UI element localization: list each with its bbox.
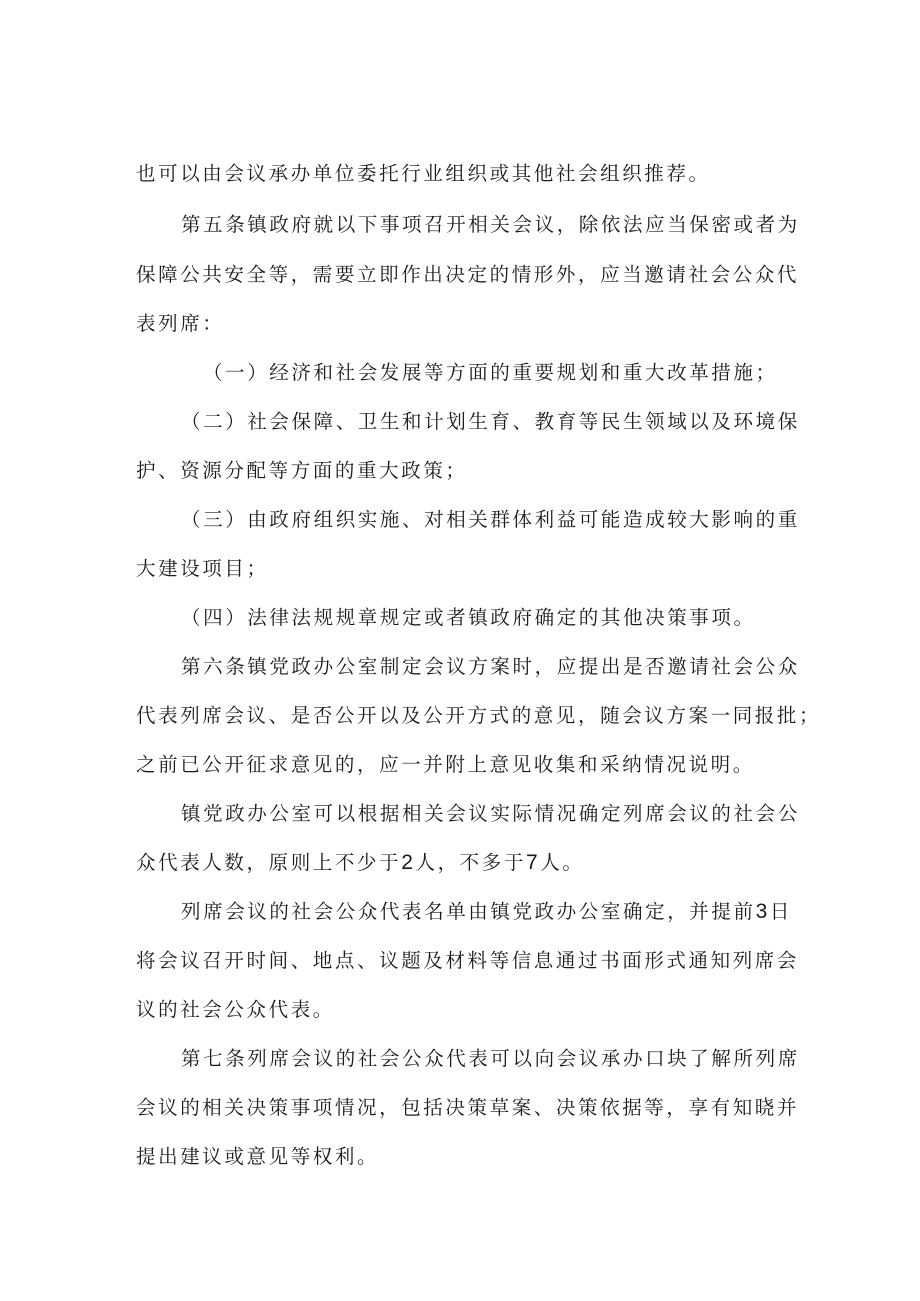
list-item-1: （一）经济和社会发展等方面的重要规划和重大改革措施； [203, 361, 778, 384]
paragraph-line: 大建设项目； [136, 557, 269, 580]
text-segment: 人。 [540, 851, 585, 874]
days-number: 3 [755, 900, 770, 923]
paragraph-line: 提出建议或意见等权利。 [136, 1145, 380, 1168]
paragraph-line: 代表列席会议、是否公开以及公开方式的意见，随会议方案一同报批； [136, 704, 822, 727]
paragraph-line: 议的社会公众代表。 [136, 998, 335, 1021]
paragraph-line: 保障公共安全等，需要立即作出决定的情形外，应当邀请社会公众代 [136, 263, 800, 286]
list-item-2: （二）社会保障、卫生和计划生育、教育等民生领域以及环境保 [181, 410, 800, 433]
text-segment: 日 [769, 900, 792, 923]
text-segment: 众代表人数，原则上不少于 [136, 851, 402, 874]
paragraph-line: 护、资源分配等方面的重大政策； [136, 459, 468, 482]
article-7-heading-line: 第七条列席会议的社会公众代表可以向会议承办口块了解所列席 [181, 1047, 800, 1070]
min-count-number: 2 [401, 851, 416, 874]
max-count-number: 7 [526, 851, 541, 874]
paragraph-line: 表列席： [136, 312, 225, 335]
paragraph-line: 会议的相关决策事项情况，包括决策草案、决策依据等，享有知晓并 [136, 1096, 800, 1119]
paragraph-line: 之前已公开征求意见的，应一并附上意见收集和采纳情况说明。 [136, 753, 755, 776]
list-item-3: （三）由政府组织实施、对相关群体利益可能造成较大影响的重 [181, 508, 800, 531]
paragraph-line: 也可以由会议承办单位委托行业组织或其他社会组织推荐。 [136, 162, 711, 185]
article-6-heading-line: 第六条镇党政办公室制定会议方案时，应提出是否邀请社会公众 [181, 655, 800, 678]
text-segment: 列席会议的社会公众代表名单由镇党政办公室确定，并提前 [181, 900, 756, 923]
paragraph-line: 将会议召开时间、地点、议题及材料等信息通过书面形式通知列席会 [136, 949, 800, 972]
text-segment: 人，不多于 [415, 851, 526, 874]
article-5-heading-line: 第五条镇政府就以下事项召开相关会议，除依法应当保密或者为 [181, 213, 800, 236]
list-item-4: （四）法律法规规章规定或者镇政府确定的其他决策事项。 [181, 606, 756, 629]
paragraph-line: 镇党政办公室可以根据相关会议实际情况确定列席会议的社会公 [181, 802, 800, 825]
paragraph-line [0, 851, 920, 875]
paragraph-line [0, 900, 920, 924]
